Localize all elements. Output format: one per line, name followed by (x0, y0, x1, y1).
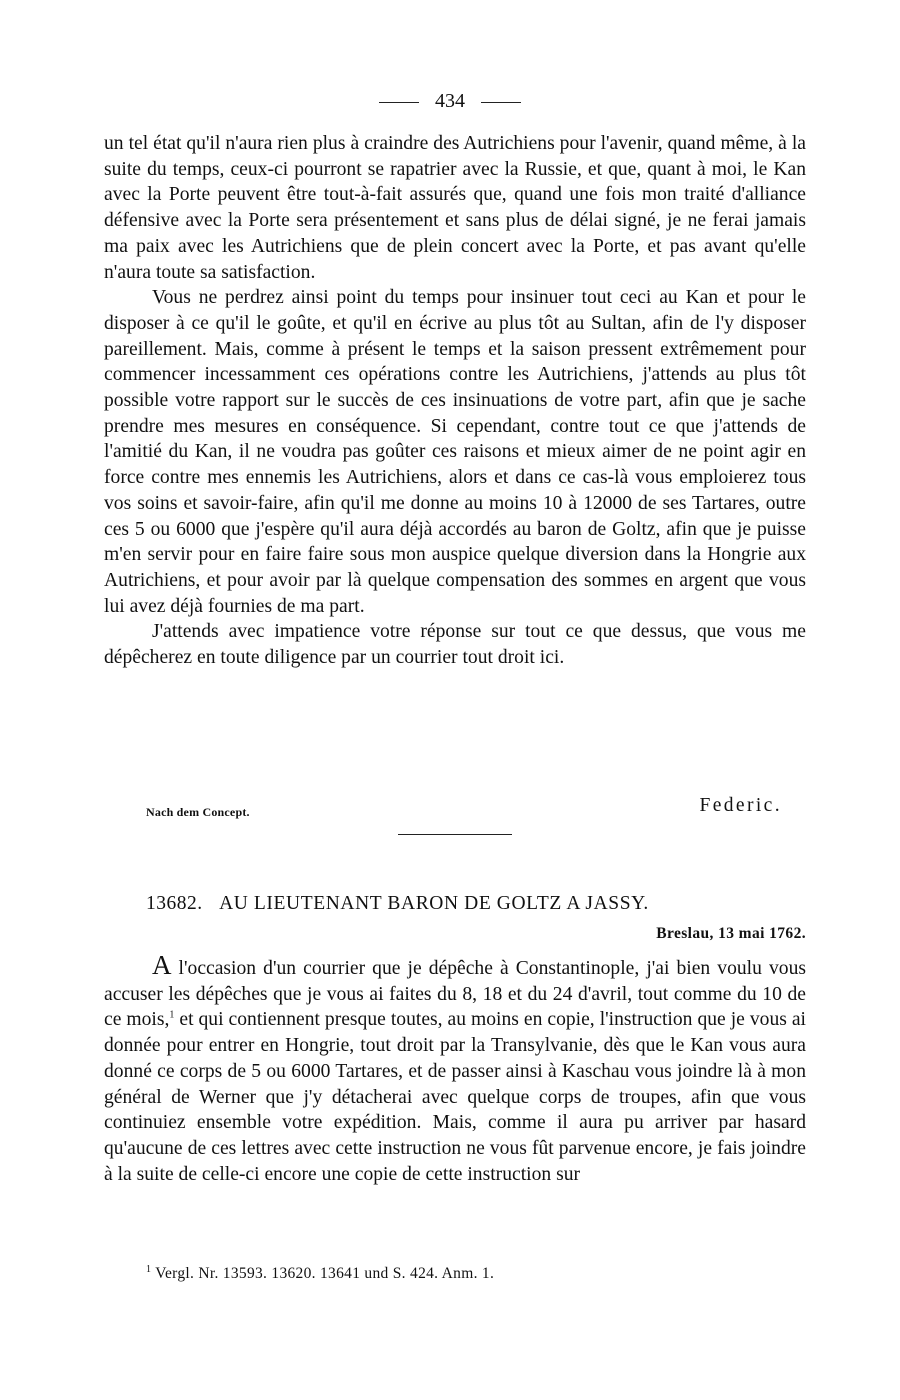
paragraph: J'attends avec impatience votre réponse sur tout ce que dessus, que vous me dépêcherez en toute diligence par un courrier tout droit ici. (104, 621, 806, 669)
letter-text-part: l'occasion d'un courrier que je dépêche à Constantinople, j'ai bien voulu vous accuser les dépêches que je vous ai faites du 8, 18 et du 24 d'avril, tout comme du 10 de ce mois, (104, 958, 806, 1031)
signature: Federic. (699, 795, 782, 816)
footnote (146, 1265, 494, 1283)
source-note: Nach dem Concept. (146, 805, 250, 819)
letter-title: AU LIEUTENANT BARON DE GOLTZ A JASSY. (219, 893, 649, 914)
paragraph: Vous ne perdrez ainsi point du temps pour insinuer tout ceci au Kan et pour le disposer à ce qu'il le goûte, et qu'il en écrive au plus tôt au Sultan, afin de l'y disposer pareillement. Mais, comme à présent le temps et la saison pressent extrêmement pour commencer incessamment ces opérations contre les Autrichiens, j'attends au plus tôt possible votre rapport sur le succès de ces insinuations de votre part, afin que je sache prendre mes mesures en conséquence. Si cependant, contre tout ce que j'attends de l'amitié du Kan, il ne voudra pas goûter ces raisons et mieux aimer de ne point agir en force contre mes ennemis les Autrichiens, alors et dans ce cas-là vous emploierez tous vos soins et savoir-faire, afin qu'il me donne au moins 10 à 12000 de ses Tartares, outre ces 5 ou 6000 que j'espère qu'il aura déjà accordés au baron de Goltz, afin que je puisse m'en servir pour en faire faire sous mon auspice quelque diversion dans la Hongrie aux Autrichiens, et pour avoir par là quelque compensation des sommes en argent que vous lui avez déjà fournies de ma part. (104, 287, 806, 617)
continued-letter-text (104, 131, 806, 671)
letter-body (104, 950, 807, 1187)
footnote-marker: 1 (146, 1263, 152, 1275)
header-dash-right (481, 102, 521, 103)
section-divider (398, 834, 512, 835)
page-number: 434 (435, 90, 465, 112)
drop-cap: A (152, 950, 172, 980)
footnote-text: Vergl. Nr. 13593. 13620. 13641 und S. 424. Anm. 1. (151, 1265, 495, 1282)
letter-heading (146, 893, 806, 915)
paragraph: un tel état qu'il n'aura rien plus à craindre des Autrichiens pour l'avenir, quand même, à la suite du temps, ceux-ci pourront se rapatrier avec la Russie, et que, quant à moi, le Kan avec la Porte peuvent être tout-à-fait assurés que, quand une fois mon traité d'alliance défensive avec la Porte sera présentement et sans plus de délai signé, je ne ferai jamais ma paix avec les Autrichiens que de plein concert avec la Porte, et pas avant qu'elle n'aura toute sa satisfaction. (104, 133, 806, 283)
header-dash-left (379, 102, 419, 103)
page-header (0, 88, 900, 114)
letter-text-part: et qui contiennent presque toutes, au moins en copie, l'instruction que je vous ai donnée pour entrer en Hongrie, tout droit par la Transylvanie, dès que le Kan vous aura donné ce corps de 5 ou 6000 Tartares, et de passer ainsi à Kaschau vous joindre là à mon général de Werner que j'y détacherai avec quelque corps de troupes, afin que vous continuiez ensemble votre expédition. Mais, comme il aura pu arriver par hasard qu'aucune de ces lettres avec cette instruction ne vous fût parvenue encore, je fais joindre à la suite de celle-ci encore une copie de cette instruction sur (104, 1009, 807, 1185)
footnote-marker: 1 (169, 1009, 175, 1021)
paragraph (104, 950, 807, 1187)
letter-dateline: Breslau, 13 mai 1762. (656, 925, 806, 942)
closing-row (104, 795, 806, 821)
letter-number: 13682. (146, 893, 203, 914)
